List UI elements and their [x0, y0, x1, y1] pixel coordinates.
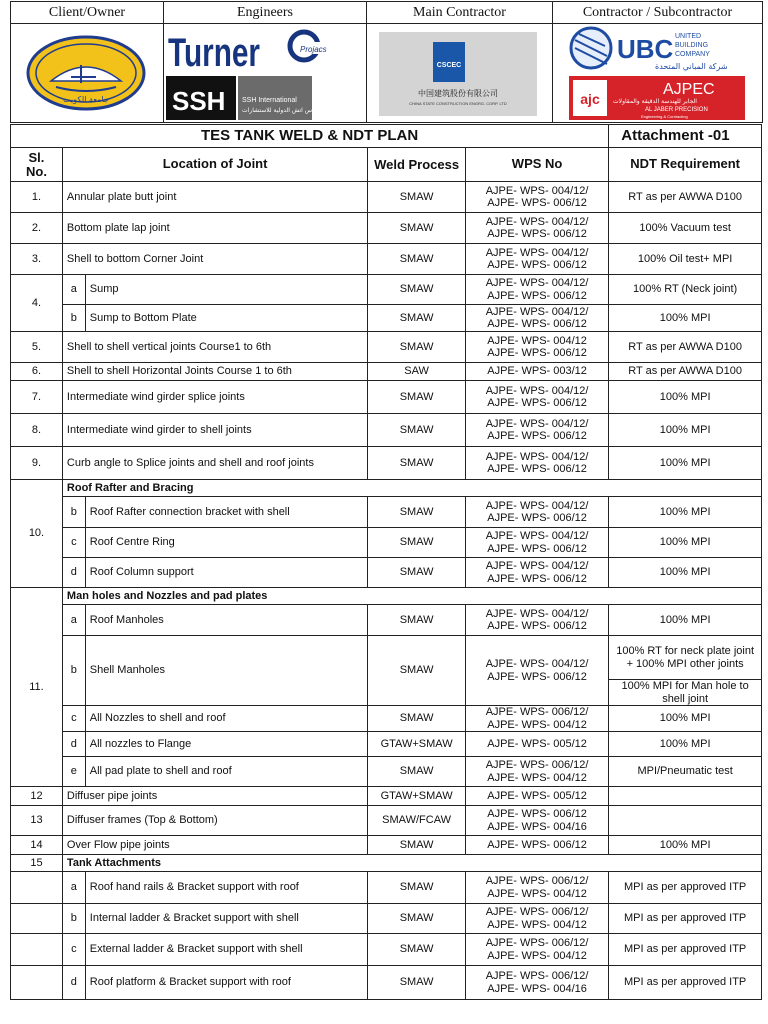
row-ndt: 100% MPI — [609, 447, 762, 480]
row-process: SMAW — [368, 213, 466, 244]
row-wps: AJPE- WPS- 004/12/ AJPE- WPS- 006/12 — [465, 305, 608, 332]
row-process: SMAW — [368, 558, 466, 588]
row-wps: AJPE- WPS- 004/12/ AJPE- WPS- 006/12 — [465, 528, 608, 558]
row-ndt: 100% MPI — [609, 381, 762, 414]
ajpec-logo: AJPEC — [663, 81, 715, 98]
row-ndt: 100% MPI — [609, 836, 762, 855]
row-ndt: MPI as per approved ITP — [609, 966, 762, 1000]
row-process: SMAW — [368, 836, 466, 855]
main-contractor-heading: Main Contractor — [367, 2, 553, 24]
row-wps: AJPE- WPS- 006/12/ AJPE- WPS- 004/12 — [465, 706, 608, 732]
row-sl-empty — [11, 872, 63, 904]
row-ndt: RT as per AWWA D100 — [609, 182, 762, 213]
main-contractor-logo-cell — [367, 24, 553, 123]
row-location: Shell to shell vertical joints Course1 to 6th — [62, 332, 367, 363]
weld-ndt-table — [10, 124, 762, 1000]
row-process: SMAW — [368, 966, 466, 1000]
table-row — [11, 528, 762, 558]
row-sl: 15 — [11, 855, 63, 872]
row-sub: c — [62, 528, 85, 558]
table-row — [11, 757, 762, 787]
contractor-logos — [553, 24, 763, 122]
row-sl: 8. — [11, 414, 63, 447]
row-wps: AJPE- WPS- 005/12 — [465, 787, 608, 806]
row-wps: AJPE- WPS- 004/12/ AJPE- WPS- 006/12 — [465, 275, 608, 305]
row-ndt — [609, 806, 762, 836]
row-wps: AJPE- WPS- 004/12/ AJPE- WPS- 006/12 — [465, 558, 608, 588]
table-row — [11, 904, 762, 934]
projacs-text: Projacs — [300, 45, 327, 54]
row-ndt: 100% RT for neck plate joint + 100% MPI other joints — [609, 636, 762, 680]
contractor-subcontractor-heading: Contractor / Subcontractor — [553, 2, 763, 24]
table-row — [11, 855, 762, 872]
col-header-weld-process: Weld Process — [368, 148, 466, 182]
row-process: SMAW — [368, 706, 466, 732]
row-location: Diffuser frames (Top & Bottom) — [62, 806, 367, 836]
row-wps: AJPE- WPS- 004/12/ AJPE- WPS- 006/12 — [465, 447, 608, 480]
table-row — [11, 636, 762, 680]
row-wps: AJPE- WPS- 004/12 AJPE- WPS- 006/12 — [465, 332, 608, 363]
table-row — [11, 275, 762, 305]
table-row — [11, 363, 762, 381]
turner-logo: Turner — [168, 31, 260, 75]
row-process: SMAW — [368, 872, 466, 904]
row-sl: 12 — [11, 787, 63, 806]
ajpec-arabic: الجابر للهندسة الدقيقة والمقاولات — [613, 98, 697, 105]
row-location: Intermediate wind girder to shell joints — [62, 414, 367, 447]
table-row — [11, 732, 762, 757]
row-wps: AJPE- WPS- 004/12/ AJPE- WPS- 006/12 — [465, 605, 608, 636]
document-title: TES TANK WELD & NDT PLAN — [11, 125, 609, 148]
row-sl-empty — [11, 904, 63, 934]
row-process: SMAW — [368, 528, 466, 558]
row-ndt-secondary: 100% MPI for Man hole to shell joint — [609, 680, 762, 706]
row-wps: AJPE- WPS- 006/12/ AJPE- WPS- 004/12 — [465, 904, 608, 934]
table-row — [11, 480, 762, 497]
row-sl: 7. — [11, 381, 63, 414]
row-sub: b — [62, 904, 85, 934]
row-sub: d — [62, 558, 85, 588]
table-row — [11, 706, 762, 732]
row-location: External ladder & Bracket support with shell — [85, 934, 368, 966]
row-ndt: RT as per AWWA D100 — [609, 332, 762, 363]
row-wps: AJPE- WPS- 006/12/ AJPE- WPS- 004/12 — [465, 872, 608, 904]
row-location: Intermediate wind girder splice joints — [62, 381, 367, 414]
ubc-line1: UNITED — [675, 33, 702, 40]
table-row — [11, 414, 762, 447]
table-row — [11, 213, 762, 244]
row-wps: AJPE- WPS- 004/12/ AJPE- WPS- 006/12 — [465, 182, 608, 213]
row-sl: 11. — [11, 588, 63, 787]
table-row — [11, 244, 762, 275]
table-row — [11, 381, 762, 414]
row-process: SMAW — [368, 275, 466, 305]
row-process: SMAW — [368, 934, 466, 966]
ssh-arabic-text: اس اس اتش الدولية للاستشارات — [242, 107, 325, 114]
col-header-wps: WPS No — [465, 148, 608, 182]
row-sub: c — [62, 706, 85, 732]
table-row — [11, 305, 762, 332]
row-process: SMAW — [368, 447, 466, 480]
row-location: Diffuser pipe joints — [62, 787, 367, 806]
ajpec-line2: Engineering & Contracting — [641, 114, 688, 119]
row-sl-empty — [11, 966, 63, 1000]
row-process: SMAW — [368, 381, 466, 414]
table-row — [11, 787, 762, 806]
row-ndt: MPI as per approved ITP — [609, 934, 762, 966]
row-ndt: 100% MPI — [609, 558, 762, 588]
ubc-logo: UBC — [617, 34, 674, 64]
row-process: SMAW — [368, 636, 466, 706]
row-sl: 10. — [11, 480, 63, 588]
row-process: GTAW+SMAW — [368, 732, 466, 757]
row-sl: 3. — [11, 244, 63, 275]
row-sl: 4. — [11, 275, 63, 332]
group-heading: Tank Attachments — [62, 855, 761, 872]
row-wps: AJPE- WPS- 004/12/ AJPE- WPS- 006/12 — [465, 244, 608, 275]
row-location: Over Flow pipe joints — [62, 836, 367, 855]
ajpec-mark: ajc — [580, 91, 600, 107]
row-process: SAW — [368, 363, 466, 381]
row-ndt: MPI as per approved ITP — [609, 904, 762, 934]
column-header-row — [11, 148, 762, 182]
row-wps: AJPE- WPS- 006/12/ AJPE- WPS- 004/16 — [465, 966, 608, 1000]
row-sub: e — [62, 757, 85, 787]
row-location: Internal ladder & Bracket support with shell — [85, 904, 368, 934]
contractor-logo-cell — [553, 24, 763, 123]
row-location: Shell to shell Horizontal Joints Course 1 to 6th — [62, 363, 367, 381]
table-row — [11, 558, 762, 588]
ssh-international-text: SSH International — [242, 97, 297, 104]
row-location: Shell Manholes — [85, 636, 368, 706]
table-row — [11, 182, 762, 213]
seal-text: جامعة الكويت — [63, 95, 109, 104]
table-row — [11, 966, 762, 1000]
row-wps: AJPE- WPS- 004/12/ AJPE- WPS- 006/12 — [465, 497, 608, 528]
group-heading: Man holes and Nozzles and pad plates — [62, 588, 761, 605]
row-location: Roof hand rails & Bracket support with roof — [85, 872, 368, 904]
engineers-logos — [164, 24, 367, 122]
row-ndt: RT as per AWWA D100 — [609, 363, 762, 381]
col-header-sl: Sl. No. — [11, 148, 63, 182]
row-process: SMAW — [368, 414, 466, 447]
table-row — [11, 588, 762, 605]
row-process: SMAW — [368, 605, 466, 636]
ssh-logo: SSH — [172, 86, 226, 116]
client-owner-heading: Client/Owner — [11, 2, 164, 24]
row-process: SMAW — [368, 244, 466, 275]
row-process: SMAW/FCAW — [368, 806, 466, 836]
projacs-logo — [290, 32, 333, 60]
row-ndt: 100% Vacuum test — [609, 213, 762, 244]
row-location: Shell to bottom Corner Joint — [62, 244, 367, 275]
row-process: SMAW — [368, 182, 466, 213]
row-process: SMAW — [368, 497, 466, 528]
table-row — [11, 934, 762, 966]
table-row — [11, 447, 762, 480]
title-row — [11, 125, 762, 148]
col-header-location: Location of Joint — [62, 148, 367, 182]
row-ndt: 100% MPI — [609, 732, 762, 757]
group-heading: Roof Rafter and Bracing — [62, 480, 761, 497]
ajpec-line1: AL JABER PRECISION — [645, 107, 708, 113]
table-row — [11, 497, 762, 528]
row-sl: 5. — [11, 332, 63, 363]
row-sub: a — [62, 605, 85, 636]
row-ndt: 100% MPI — [609, 528, 762, 558]
row-ndt: MPI as per approved ITP — [609, 872, 762, 904]
row-location: Sump to Bottom Plate — [85, 305, 368, 332]
attachment-label: Attachment -01 — [609, 125, 762, 148]
ubc-line2: BUILDING — [675, 42, 709, 49]
row-wps: AJPE- WPS- 006/12/ AJPE- WPS- 004/12 — [465, 757, 608, 787]
row-sl: 6. — [11, 363, 63, 381]
row-location: Roof Rafter connection bracket with shell — [85, 497, 368, 528]
row-location: Bottom plate lap joint — [62, 213, 367, 244]
ubc-arabic: شركة المباني المتحدة — [655, 62, 728, 71]
row-wps: AJPE- WPS- 004/12/ AJPE- WPS- 006/12 — [465, 414, 608, 447]
row-location: Roof Centre Ring — [85, 528, 368, 558]
row-wps: AJPE- WPS- 004/12/ AJPE- WPS- 006/12 — [465, 381, 608, 414]
row-sub: d — [62, 732, 85, 757]
row-ndt: 100% MPI — [609, 414, 762, 447]
row-ndt — [609, 787, 762, 806]
row-wps: AJPE- WPS- 003/12 — [465, 363, 608, 381]
ubc-line3: COMPANY — [675, 51, 710, 58]
row-sl: 2. — [11, 213, 63, 244]
row-wps: AJPE- WPS- 006/12 — [465, 836, 608, 855]
row-process: SMAW — [368, 757, 466, 787]
engineers-heading: Engineers — [164, 2, 367, 24]
cscec-chinese-name: 中国建筑股份有限公司 — [418, 89, 498, 98]
row-location: Roof Manholes — [85, 605, 368, 636]
engineers-logo-cell — [164, 24, 367, 123]
row-process: GTAW+SMAW — [368, 787, 466, 806]
table-row — [11, 836, 762, 855]
row-wps: AJPE- WPS- 004/12/ AJPE- WPS- 006/12 — [465, 636, 608, 706]
row-process: SMAW — [368, 904, 466, 934]
cscec-english-name: CHINA STATE CONSTRUCTION ENGRG. CORP. LTD — [409, 101, 507, 106]
row-wps: AJPE- WPS- 006/12 AJPE- WPS- 004/16 — [465, 806, 608, 836]
row-location: Roof Column support — [85, 558, 368, 588]
table-row — [11, 605, 762, 636]
header-table — [10, 1, 763, 123]
row-ndt: 100% MPI — [609, 605, 762, 636]
row-sub: a — [62, 872, 85, 904]
row-process: SMAW — [368, 332, 466, 363]
row-wps: AJPE- WPS- 004/12/ AJPE- WPS- 006/12 — [465, 213, 608, 244]
row-location: Roof platform & Bracket support with roof — [85, 966, 368, 1000]
table-row — [11, 872, 762, 904]
row-location: Sump — [85, 275, 368, 305]
row-location: Annular plate butt joint — [62, 182, 367, 213]
kuwait-university-seal — [11, 25, 161, 121]
row-sub: c — [62, 934, 85, 966]
row-ndt: 100% Oil test+ MPI — [609, 244, 762, 275]
row-sub: d — [62, 966, 85, 1000]
row-sl-empty — [11, 934, 63, 966]
table-row — [11, 806, 762, 836]
row-ndt: MPI/Pneumatic test — [609, 757, 762, 787]
cscec-mark: CSCEC — [436, 62, 462, 69]
row-sl: 13 — [11, 806, 63, 836]
row-location: Curb angle to Splice joints and shell and roof joints — [62, 447, 367, 480]
row-sub: b — [62, 636, 85, 706]
row-sub: b — [62, 497, 85, 528]
row-sub: a — [62, 275, 85, 305]
row-sl: 1. — [11, 182, 63, 213]
row-location: All nozzles to Flange — [85, 732, 368, 757]
row-sl: 14 — [11, 836, 63, 855]
row-ndt: 100% RT (Neck joint) — [609, 275, 762, 305]
table-row — [11, 332, 762, 363]
row-process: SMAW — [368, 305, 466, 332]
row-ndt: 100% MPI — [609, 706, 762, 732]
row-ndt: 100% MPI — [609, 305, 762, 332]
col-header-ndt: NDT Requirement — [609, 148, 762, 182]
row-sub: b — [62, 305, 85, 332]
row-location: All Nozzles to shell and roof — [85, 706, 368, 732]
row-wps: AJPE- WPS- 005/12 — [465, 732, 608, 757]
row-ndt: 100% MPI — [609, 497, 762, 528]
row-location: All pad plate to shell and roof — [85, 757, 368, 787]
row-sl: 9. — [11, 447, 63, 480]
client-logo-cell — [11, 24, 164, 123]
row-wps: AJPE- WPS- 006/12/ AJPE- WPS- 004/12 — [465, 934, 608, 966]
cscec-logo — [367, 24, 553, 122]
